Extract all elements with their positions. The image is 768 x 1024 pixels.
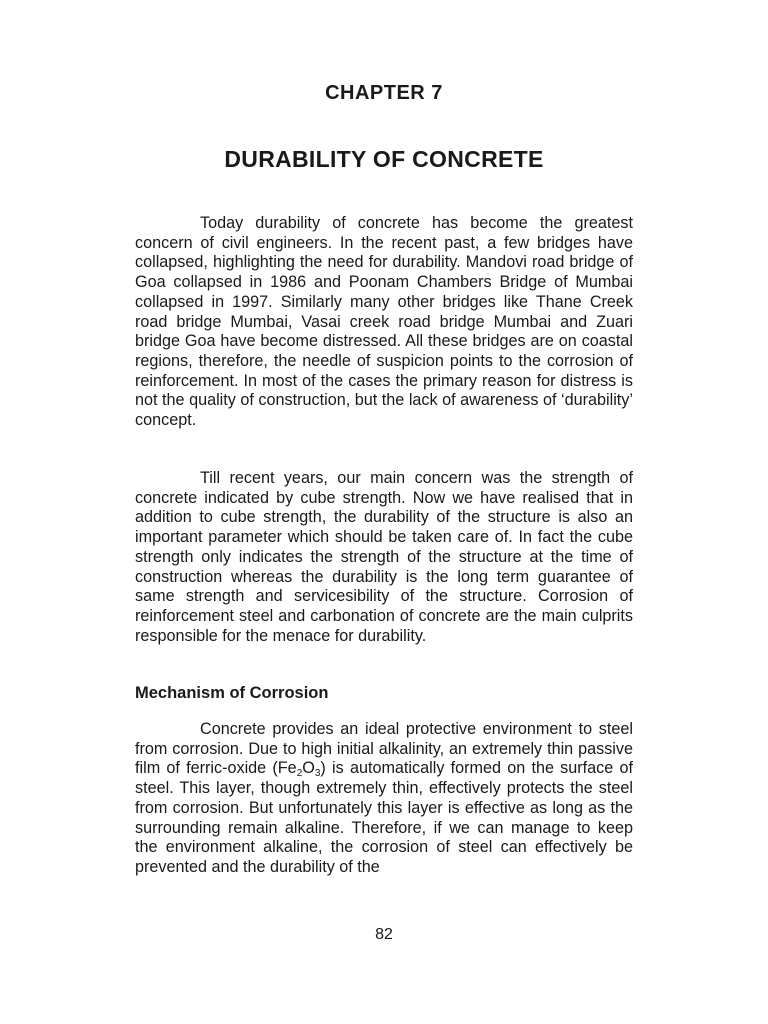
paragraph-corrosion-text-after: ) is automatically formed on the surface of steel. This layer, though extremely thin, effectively protects the steel from corrosion. But unfortunately this layer is effective as long as the surrounding remain alkaline. Therefore, if we can manage to keep the environment alkaline, the corrosion of steel can effectively be prevented and the durability of the — [135, 759, 633, 876]
formula-o: O — [302, 759, 315, 778]
formula-fe-subscript: 2 — [296, 768, 303, 780]
formula-fe: Fe — [277, 759, 297, 778]
paragraph-strength-text: Till recent years, our main concern was the strength of concrete indicated by cube strength. Now we have realised that in addition to cube strength, the durability of the structure is also an important parameter which should be taken care of. In fact the cube strength only indicates the strength of the structure at the time of construction whereas the durability is the long term guarantee of same strength and servicesibility of the structure. Corrosion of reinforcement steel and carbonation of concrete are the main culprits responsible for the menace for durability. — [135, 469, 633, 645]
ferric-oxide-formula — [277, 759, 321, 780]
formula-o-subscript: 3 — [314, 768, 321, 780]
paragraph-intro-text: Today durability of concrete has become the greatest concern of civil engineers. In the recent past, a few bridges have collapsed, highlighting the need for durability. Mandovi road bridge of Goa collapsed in 1986 and Poonam Chambers Bridge of Mumbai collapsed in 1997. Similarly many other bridges like Thane Creek road bridge Mumbai, Vasai creek road bridge Mumbai and Zuari bridge Goa have become distressed. All these bridges are on coastal regions, therefore, the needle of suspicion points to the corrosion of reinforcement. In most of the cases the primary reason for distress is not the quality of construction, but the lack of awareness of ‘durability’ concept. — [135, 214, 633, 430]
paragraph-corrosion-text-before: Concrete provides an ideal protective environment to steel from corrosion. Due to high initial alkalinity, an extremely thin passive film of ferric-oxide ( — [135, 720, 633, 778]
chapter-number: CHAPTER 7 — [325, 82, 443, 104]
section-heading: Mechanism of Corrosion — [135, 684, 329, 702]
page-number: 82 — [375, 926, 393, 943]
chapter-title: DURABILITY OF CONCRETE — [224, 146, 544, 172]
paragraph-strength — [135, 469, 633, 646]
paragraph-corrosion — [135, 720, 633, 878]
paragraph-intro — [135, 214, 633, 431]
